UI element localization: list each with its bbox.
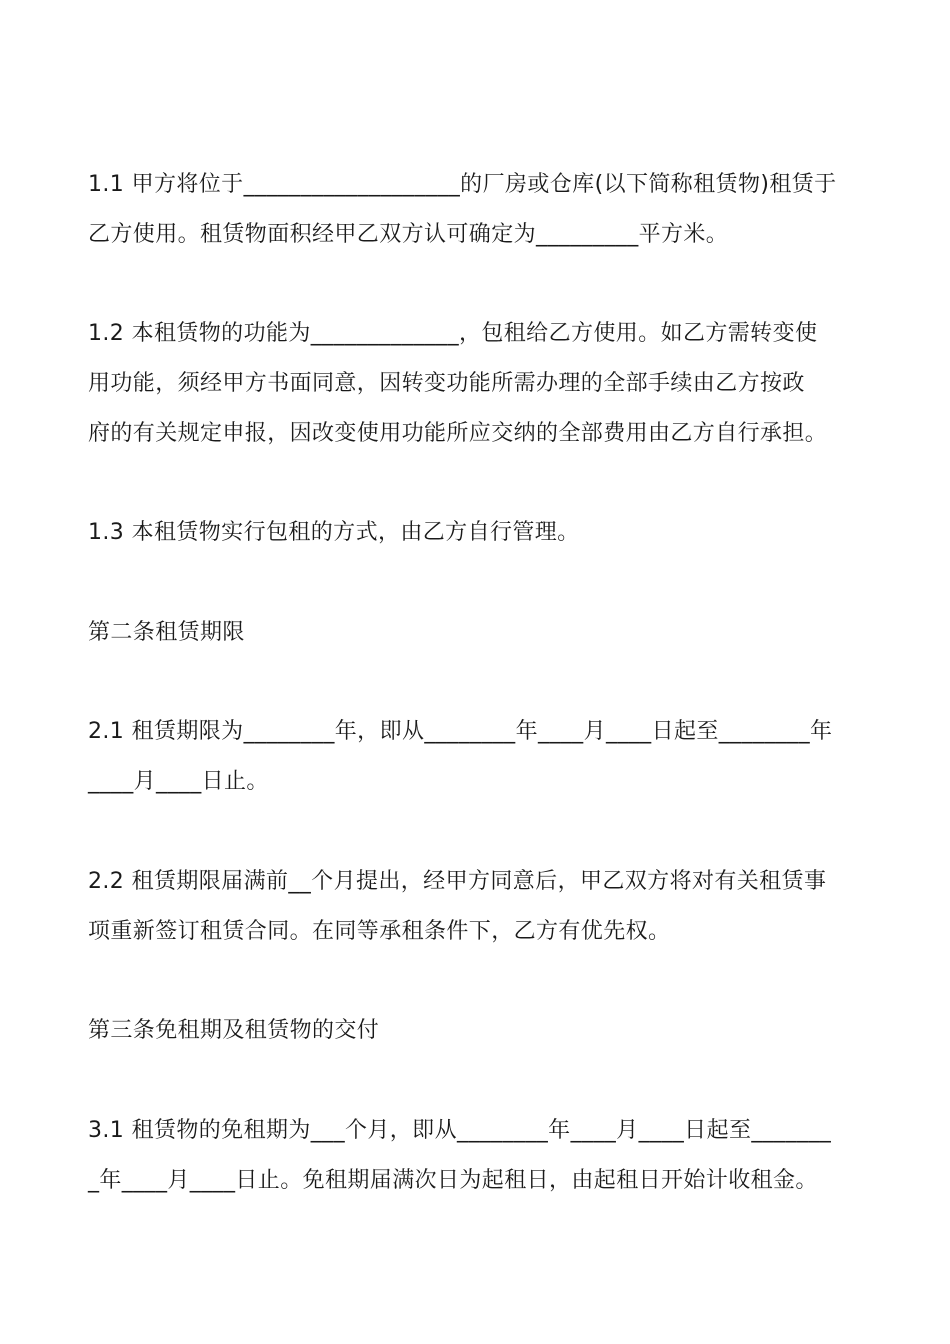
- clause-2-1-line-2: ____月____日止。: [88, 769, 269, 794]
- clause-3-1-line-1: 3.1 租赁物的免租期为___个月，即从________年____月____日起至_______: [88, 1118, 832, 1143]
- clause-3-1-line-2: _年____月____日止。免租期届满次日为起租日，由起租日开始计收租金。: [88, 1168, 818, 1193]
- clause-2-1: [88, 707, 868, 807]
- clause-3-1: [88, 1106, 868, 1206]
- section-2-title: 第二条租赁期限: [88, 620, 245, 645]
- clause-1-2-line-1: 1.2 本租赁物的功能为_____________，包租给乙方使用。如乙方需转变使: [88, 321, 818, 346]
- clause-2-2-line-1: 2.2 租赁期限届满前__个月提出，经甲方同意后，甲乙双方将对有关租赁事: [88, 869, 827, 894]
- clause-1-2-line-3: 府的有关规定申报，因改变使用功能所应交纳的全部费用由乙方自行承担。: [88, 421, 828, 446]
- clause-2-2-line-2: 项重新签订租赁合同。在同等承租条件下，乙方有优先权。: [88, 919, 671, 944]
- clause-1-2: [88, 309, 868, 459]
- section-3-title: 第三条免租期及租赁物的交付: [88, 1018, 380, 1043]
- clause-2-2: [88, 857, 868, 957]
- clause-1-1: [88, 160, 868, 260]
- section-2-heading: [88, 608, 868, 658]
- clause-1-3-line-1: 1.3 本租赁物实行包租的方式，由乙方自行管理。: [88, 520, 580, 545]
- clause-1-1-line-2: 乙方使用。租赁物面积经甲乙双方认可确定为_________平方米。: [88, 222, 729, 247]
- section-3-heading: [88, 1006, 868, 1056]
- clause-2-1-line-1: 2.1 租赁期限为________年，即从________年____月____日起至________年: [88, 719, 833, 744]
- clause-1-1-line-1: 1.1 甲方将位于___________________的厂房或仓库(以下简称租赁物)租赁于: [88, 172, 837, 197]
- clause-1-3: [88, 508, 868, 558]
- clause-1-2-line-2: 用功能，须经甲方书面同意，因转变功能所需办理的全部手续由乙方按政: [88, 371, 805, 396]
